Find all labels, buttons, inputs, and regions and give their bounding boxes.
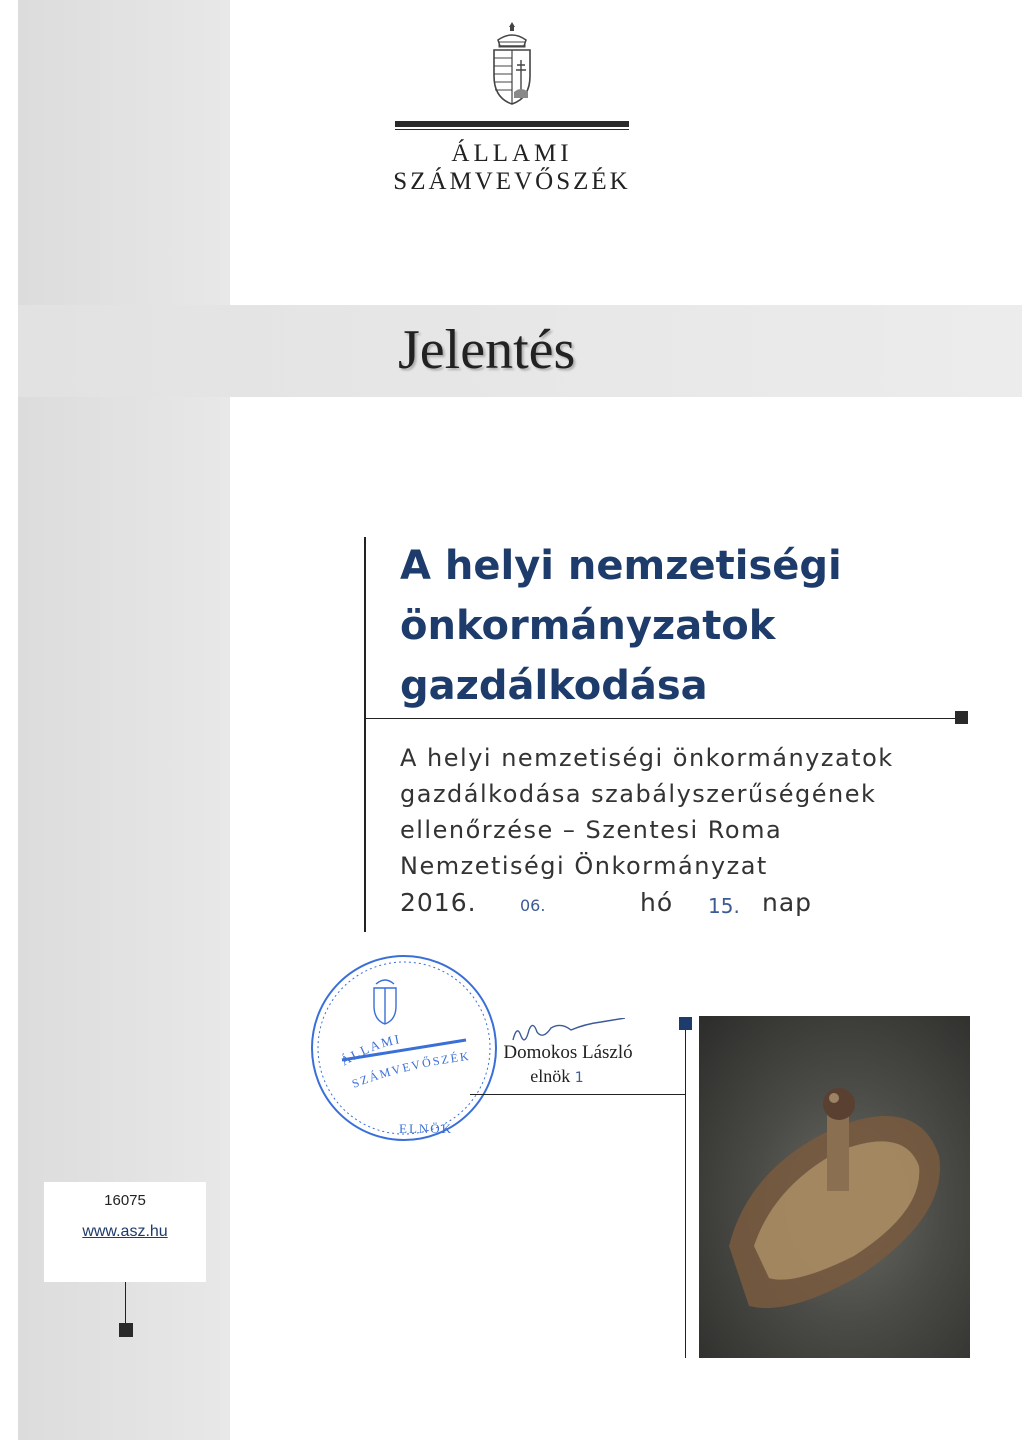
date-month-handwritten: 06. bbox=[520, 896, 546, 915]
main-title-line1: A helyi nemzetiségi bbox=[400, 543, 842, 589]
code-square-marker bbox=[119, 1323, 133, 1337]
title-vertical-line bbox=[364, 537, 366, 932]
main-title bbox=[400, 536, 920, 716]
signatory-name: Domokos László bbox=[503, 1042, 633, 1063]
subtitle-line1: A helyi nemzetiségi önkormányzatok bbox=[400, 744, 894, 772]
official-seal-stamp bbox=[304, 948, 504, 1148]
header-rule-thin bbox=[395, 129, 629, 130]
date-month-word: hó bbox=[640, 888, 674, 917]
date-day-word: nap bbox=[762, 888, 813, 917]
subtitle-line3: ellenőrzése – Szentesi Roma bbox=[400, 816, 783, 844]
subtitle-line4: Nemzetiségi Önkormányzat bbox=[400, 852, 768, 880]
seal-stamp-photo-graphic bbox=[699, 1016, 970, 1358]
title-rule-square bbox=[955, 711, 968, 724]
signature-rule bbox=[470, 1094, 686, 1095]
signatory-role-mark: 1 bbox=[574, 1070, 584, 1086]
svg-text:ELNÖK: ELNÖK bbox=[399, 1121, 454, 1136]
signatory-role-text: elnök bbox=[530, 1066, 571, 1086]
subtitle-line2: gazdálkodása szabályszerűségének bbox=[400, 780, 877, 808]
main-title-line3: gazdálkodása bbox=[400, 663, 708, 709]
website-link[interactable]: www.asz.hu bbox=[82, 1223, 168, 1240]
hungarian-coat-of-arms-icon bbox=[484, 20, 540, 108]
date-day-handwritten: 15. bbox=[708, 894, 740, 918]
photo-vertical-line bbox=[685, 1028, 686, 1358]
document-type-heading: Jelentés bbox=[398, 319, 576, 381]
signatory-role bbox=[493, 1066, 621, 1087]
title-rule bbox=[364, 718, 956, 719]
svg-text:SZÁMVEVŐSZÉK: SZÁMVEVŐSZÉK bbox=[349, 1048, 472, 1091]
svg-text:ÁLLAMI: ÁLLAMI bbox=[337, 1031, 403, 1069]
org-name-line1: ÁLLAMI bbox=[451, 140, 573, 167]
main-title-line2: önkormányzatok bbox=[400, 603, 776, 649]
photo-square-marker bbox=[679, 1017, 692, 1030]
seal-stamp-photo bbox=[699, 1016, 970, 1358]
header-rule bbox=[395, 121, 629, 127]
code-vertical-line bbox=[125, 1282, 126, 1324]
org-name-line2: SZÁMVEVŐSZÉK bbox=[393, 168, 631, 195]
subtitle bbox=[400, 740, 960, 884]
document-code: 16075 bbox=[104, 1192, 146, 1209]
date-year: 2016. bbox=[400, 888, 477, 917]
